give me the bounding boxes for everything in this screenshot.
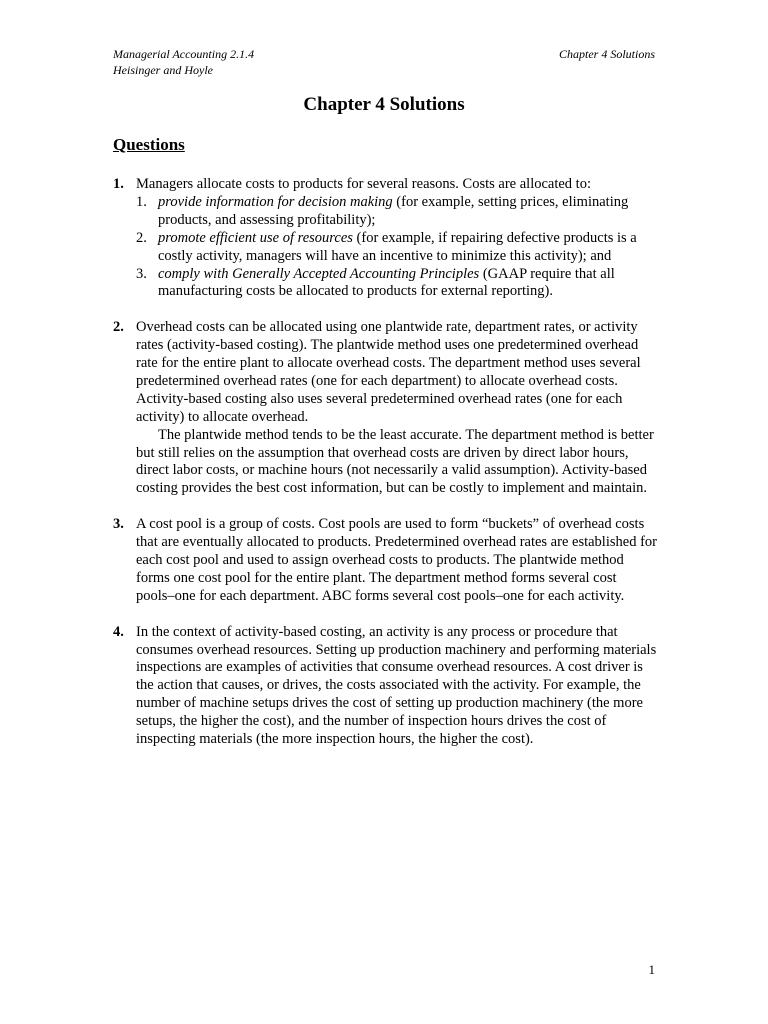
question-text: Overhead costs can be allocated using one plantwide rate, department rates, or activity rates (activity-based costing). The plantwide method uses one predetermined overhead rate for the entire plant to allocate overhead costs. The department method uses several predetermined overhead rates (one for each department) to allocate overhead costs. Activity-based costing also uses several predetermined overhead rates (one for each activity) to allocate overhead. [136,319,641,425]
question-text: In the context of activity-based costing, an activity is any process or procedure that consumes overhead resources. Setting up production machinery and performing materials inspections are examples of activities that consume overhead resources. A cost driver is the action that causes, or drives, the costs associated with the activity. For example, the number of machine setups drives the cost of setting up production machinery (the more setups, the higher the cost), and the number of inspection hours drives the cost of inspecting materials (the more inspection hours, the higher the cost). [136,623,657,748]
running-header-left [113,46,254,78]
reason-detail: (GAAP require that all manufacturing costs be allocated to products for external reporting). [158,265,615,300]
authors: Heisinger and Hoyle [113,63,213,77]
reason-emphasis: comply with Generally Accepted Accounting Principles [158,265,480,282]
reason-number: 1. [136,193,147,210]
reason-number: 2. [136,229,147,246]
question-text-continued: The plantwide method tends to be the least accurate. The department method is better but still relies on the assumption that overhead costs are driven by direct labor hours, direct labor costs, or machine hours (not necessarily a valid assumption). Activity-based costing provides the best cost information, but can be costly to implement and maintain. [136,426,654,497]
running-header-right: Chapter 4 Solutions [558,47,655,61]
reason-text [158,230,637,264]
reason-text [158,194,628,228]
section-heading: Questions [113,135,185,154]
course-title: Managerial Accounting 2.1.4 [113,47,255,61]
question-2 [113,319,658,498]
reason-item [136,194,658,230]
question-4 [113,624,658,749]
reason-emphasis: provide information for decision making [158,193,393,210]
reason-number: 3. [136,265,147,282]
reason-emphasis: promote efficient use of resources [158,229,353,246]
reason-item [136,266,658,302]
question-1 [113,176,658,301]
page-title: Chapter 4 Solutions [303,94,465,115]
question-3 [113,516,658,606]
question-number: 3. [113,516,124,533]
question-text: A cost pool is a group of costs. Cost pools are used to form “buckets” of overhead costs that are eventually allocated to products. Predetermined overhead rates are established for each cost pool and used to assign overhead costs to products. The plantwide method forms one cost pool for the entire plant. The department method forms several cost pools–one for each department. ABC forms several cost pools–one for each activity. [136,516,657,604]
question-number: 1. [113,176,124,192]
reason-detail: (for example, setting prices, eliminating products, and assessing profitability); [158,193,629,228]
question-number: 2. [113,319,124,336]
questions-list [113,176,658,767]
page-number: 1 [648,962,655,977]
question-number: 4. [113,623,124,640]
reason-item [136,230,658,266]
question-text: Managers allocate costs to products for several reasons. Costs are allocated to: [136,176,591,192]
reason-text [158,266,615,300]
reason-detail: (for example, if repairing defective products is a costly activity, managers will have an incentive to minimize this activity); and [158,229,637,264]
